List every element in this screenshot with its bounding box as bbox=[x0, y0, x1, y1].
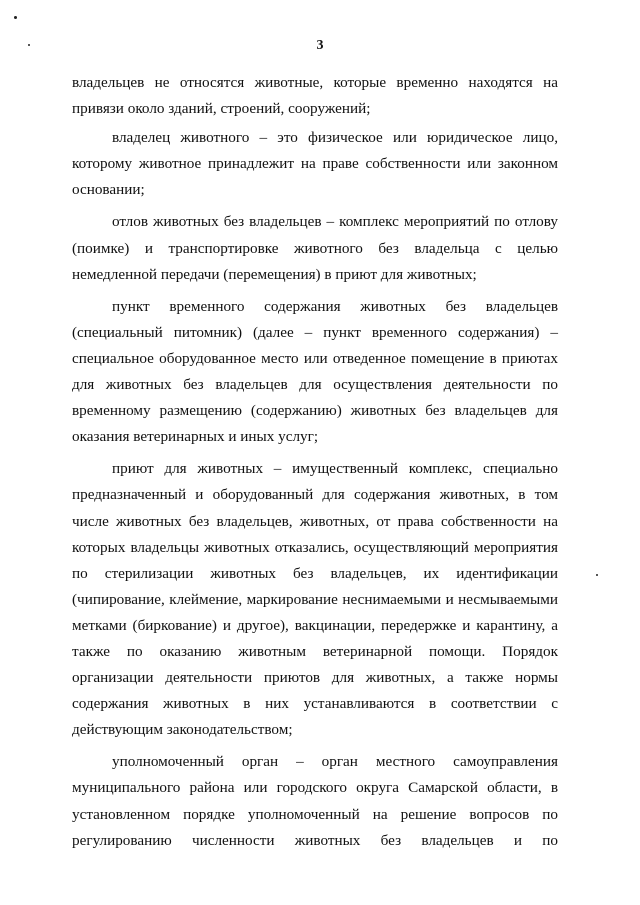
text-line: муниципального района или городского округа Самарской области, в bbox=[72, 779, 558, 797]
text-line: регулированию численности животных без владельцев и по bbox=[72, 831, 558, 849]
paragraph bbox=[72, 749, 558, 853]
paragraph bbox=[72, 456, 558, 743]
text-line: числе животных без владельцев, животных, от права собственности на bbox=[72, 512, 558, 530]
paragraph bbox=[72, 125, 558, 203]
text-line: метками (биркование) и другое), вакцинации, передержке и карантину, а bbox=[72, 616, 558, 634]
text-line: действующим законодательством; bbox=[72, 721, 293, 739]
text-line: которому животное принадлежит на праве собственности или законном bbox=[72, 155, 558, 173]
text-line: основании; bbox=[72, 181, 145, 199]
text-line: которых владельцы животных отказались, осуществляющий мероприятия bbox=[72, 538, 558, 556]
paragraph bbox=[72, 209, 558, 287]
text-line: пункт временного содержания животных без владельцев bbox=[112, 297, 558, 315]
text-line: (чипирование, клеймение, маркирование неснимаемыми и несмываемыми bbox=[72, 590, 558, 608]
text-line: для животных без владельцев для осуществления деятельности по bbox=[72, 376, 558, 394]
text-line: владелец животного – это физическое или юридическое лицо, bbox=[112, 129, 558, 147]
text-line: (специальный питомник) (далее – пункт временного содержания) – bbox=[72, 323, 558, 341]
text-line: отлов животных без владельцев – комплекс мероприятий по отлову bbox=[112, 213, 558, 231]
scan-speck bbox=[596, 574, 598, 576]
text-line: организации деятельности приютов для животных, а также нормы bbox=[72, 669, 558, 687]
text-line: владельцев не относятся животные, которые временно находятся на bbox=[72, 74, 558, 91]
paragraph bbox=[72, 70, 558, 122]
text-line: установленном порядке уполномоченный на решение вопросов по bbox=[72, 805, 558, 823]
text-line: предназначенный и оборудованный для содержания животных, в том bbox=[72, 486, 558, 504]
paragraph bbox=[72, 294, 558, 451]
text-line: немедленной передачи (перемещения) в приют для животных; bbox=[72, 265, 477, 283]
text-line: оказания ветеринарных и иных услуг; bbox=[72, 428, 319, 446]
text-line: привязи около зданий, строений, сооружений; bbox=[72, 100, 371, 118]
document-body bbox=[72, 70, 558, 854]
text-line: приют для животных – имущественный комплекс, специально bbox=[112, 460, 558, 478]
text-line: содержания животных в них устанавливаются в соответствии с bbox=[72, 695, 558, 713]
page-number: 3 bbox=[316, 38, 324, 53]
text-line: также по оказанию животным ветеринарной помощи. Порядок bbox=[72, 642, 558, 660]
text-line: временному размещению (содержанию) животных без владельцев для bbox=[72, 402, 558, 420]
text-line: по стерилизации животных без владельцев, их идентификации bbox=[72, 564, 558, 582]
scan-speck bbox=[14, 16, 17, 19]
text-line: специальное оборудованное место или отведенное помещение в приютах bbox=[72, 349, 558, 367]
text-line: уполномоченный орган – орган местного самоуправления bbox=[112, 753, 558, 771]
scan-speck bbox=[28, 44, 30, 46]
text-line: (поимке) и транспортировке животного без владельца с целью bbox=[72, 239, 558, 257]
